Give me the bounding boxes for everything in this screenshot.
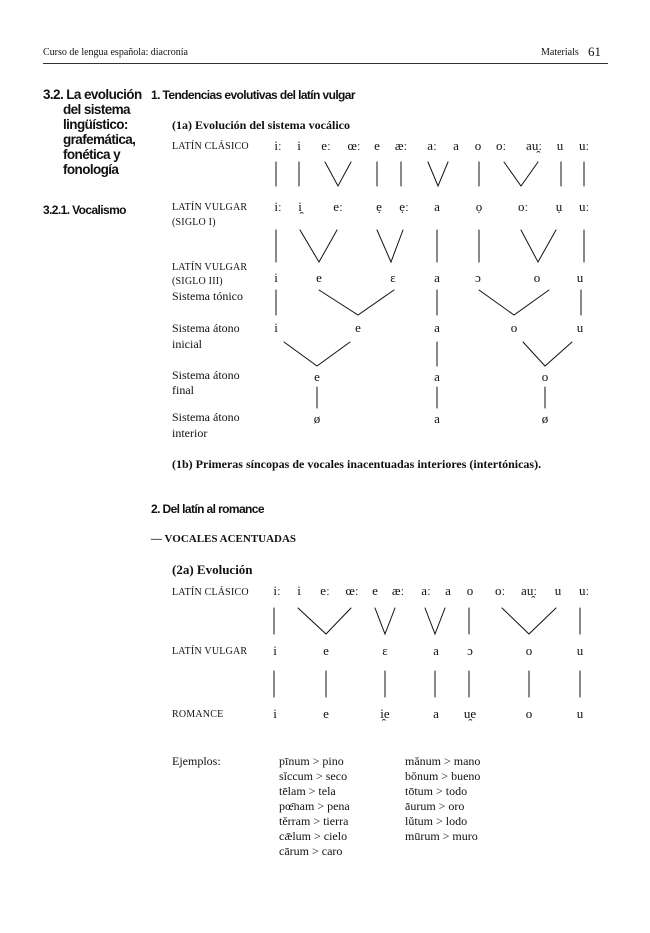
section-label: Materials bbox=[541, 47, 579, 58]
sidebar-heading-line-6: fonología bbox=[63, 162, 119, 177]
example-2-4: āurum > oro bbox=[405, 799, 465, 813]
vowel-lv3-2: e bbox=[316, 270, 322, 285]
vowel-ai-5: u bbox=[576, 320, 584, 335]
vowel-lc-5: e bbox=[374, 138, 380, 153]
vowel-lc-10: oː bbox=[495, 138, 507, 153]
sidebar-heading-line-5: fonética y bbox=[63, 147, 121, 162]
label-atono-final-1: Sistema átono bbox=[172, 368, 240, 382]
vowel-lv1-1: iː bbox=[274, 199, 282, 214]
vowel-lv1-2: i̯ bbox=[298, 199, 302, 214]
vowel-lc-8: a bbox=[453, 138, 459, 153]
example-1-1: pīnum > pino bbox=[279, 754, 344, 768]
running-title: Curso de lengua española: diacronía bbox=[43, 47, 188, 58]
vowel2-lc-9: o bbox=[466, 583, 474, 598]
example-1-4: pœ̄nam > pena bbox=[279, 799, 350, 813]
vowel-lc-6: æː bbox=[394, 138, 408, 153]
vowel-lv1-4: ẹ bbox=[376, 199, 382, 214]
vowel-lv1-5: ẹː bbox=[399, 199, 409, 214]
label-siglo-iii: (SIGLO III) bbox=[172, 276, 223, 287]
vowel2-lc-7: aː bbox=[421, 583, 431, 598]
section-2-title: 2. Del latín al romance bbox=[151, 502, 264, 516]
vowel-lv1-3: eː bbox=[333, 199, 343, 214]
vowel-lc-2: i bbox=[297, 138, 301, 153]
example-1-2: sĭccum > seco bbox=[279, 769, 348, 783]
vowel-lc-1: iː bbox=[274, 138, 282, 153]
vowel2-ro-5: u̯e bbox=[463, 706, 477, 721]
label-latin-vulgar-3: LATÍN VULGAR bbox=[172, 262, 248, 273]
vowel-lc-12: u bbox=[556, 138, 564, 153]
subtitle-1a: (1a) Evolución del sistema vocálico bbox=[172, 118, 350, 132]
label-atono-interior-1: Sistema átono bbox=[172, 410, 240, 424]
vowel-ai-3: a bbox=[434, 320, 440, 335]
vowel-ai-1: i bbox=[274, 320, 278, 335]
vowel2-lc-10: oː bbox=[494, 583, 506, 598]
vowel2-lc-11: au̯ː bbox=[521, 583, 537, 598]
example-1-5: tĕrram > tierra bbox=[279, 814, 349, 828]
vowel-lv1-6: a bbox=[434, 199, 440, 214]
page-number: 61 bbox=[588, 44, 601, 59]
vowel2-lc-5: e bbox=[372, 583, 378, 598]
vowel2-lc-13: uː bbox=[578, 583, 590, 598]
vowel2-ro-1: i bbox=[273, 706, 277, 721]
vowel2-lc-12: u bbox=[554, 583, 562, 598]
header-rule bbox=[43, 63, 608, 64]
example-2-2: bŏnum > bueno bbox=[405, 769, 481, 783]
vowel2-lc-6: æː bbox=[391, 583, 405, 598]
label-atono-interior-2: interior bbox=[172, 426, 208, 440]
example-1-3: tēlam > tela bbox=[279, 784, 336, 798]
vowel-lv3-6: o bbox=[533, 270, 541, 285]
vowel2-ro-2: e bbox=[323, 706, 329, 721]
vowel-lv1-8: oː bbox=[517, 199, 529, 214]
vowel-af-2: a bbox=[434, 369, 440, 384]
vowel-lc-7: aː bbox=[427, 138, 437, 153]
vowel2-ro-3: i̯e bbox=[380, 706, 390, 721]
sidebar-subheading: 3.2.1. Vocalismo bbox=[43, 203, 126, 217]
vowel2-lv-5: ɔ bbox=[467, 643, 473, 658]
example-2-6: mūrum > muro bbox=[405, 829, 478, 843]
vowel-ai-4: o bbox=[510, 320, 518, 335]
vowel2-ro-4: a bbox=[433, 706, 439, 721]
example-1-6: cǣlum > cielo bbox=[279, 829, 348, 843]
vowel2-lc-1: iː bbox=[273, 583, 281, 598]
subtitle-1b: (1b) Primeras síncopas de vocales inacentuadas interiores (intertónicas). bbox=[172, 457, 542, 471]
vowel-af-3: o bbox=[541, 369, 549, 384]
vowel-lv1-7: ọ bbox=[475, 199, 483, 214]
vowel2-lc-2: i bbox=[297, 583, 301, 598]
vowel2-lv-2: e bbox=[323, 643, 329, 658]
vowel-lv3-3: ɛ bbox=[390, 270, 396, 285]
vowel2-lv-6: o bbox=[525, 643, 533, 658]
label-sistema-tonico: Sistema tónico bbox=[172, 289, 243, 303]
vowel2-lc-3: eː bbox=[320, 583, 330, 598]
example-2-5: lŭtum > lodo bbox=[405, 814, 468, 828]
example-2-1: mănum > mano bbox=[405, 754, 481, 768]
sidebar-heading-line-2: del sistema bbox=[63, 102, 130, 117]
vowel2-ro-6: o bbox=[525, 706, 533, 721]
label-siglo-i: (SIGLO I) bbox=[172, 217, 216, 228]
vowel-lc-11: au̯ː bbox=[526, 138, 542, 153]
vowel2-lv-1: i bbox=[273, 643, 277, 658]
vowel2-lv-4: a bbox=[433, 643, 439, 658]
sidebar-heading-line-4: grafemática, bbox=[63, 132, 136, 147]
vowel-ain-2: a bbox=[434, 411, 440, 426]
vowel-lc-3: eː bbox=[321, 138, 331, 153]
section-1-title: 1. Tendencias evolutivas del latín vulgar bbox=[151, 88, 355, 102]
vowel2-lc-8: a bbox=[445, 583, 451, 598]
vowel-lv3-7: u bbox=[576, 270, 584, 285]
vowel2-lv-3: ɛ bbox=[382, 643, 388, 658]
vowel-lc-9: o bbox=[474, 138, 482, 153]
label-atono-inicial-1: Sistema átono bbox=[172, 321, 240, 335]
vowel-lv1-10: uː bbox=[578, 199, 590, 214]
vowel-ain-3: ø bbox=[541, 411, 549, 426]
subtitle-2a: (2a) Evolución bbox=[172, 562, 253, 577]
label-atono-inicial-2: inicial bbox=[172, 337, 202, 351]
example-1-7: cārum > caro bbox=[279, 844, 343, 858]
label-latin-clasico: LATÍN CLÁSICO bbox=[172, 141, 249, 152]
vowel-af-1: e bbox=[314, 369, 320, 384]
label-latin-vulgar-1: LATÍN VULGAR bbox=[172, 202, 248, 213]
sidebar-heading-line-1: 3.2. La evolución bbox=[43, 87, 142, 102]
sidebar-heading-line-3: lingüístico: bbox=[63, 117, 128, 132]
vowel-lv3-1: i bbox=[274, 270, 278, 285]
vowel-ain-1: ø bbox=[313, 411, 321, 426]
examples-label: Ejemplos: bbox=[172, 754, 221, 768]
vowel-lv3-4: a bbox=[434, 270, 440, 285]
vowel2-lc-4: œː bbox=[345, 583, 359, 598]
example-2-3: tōtum > todo bbox=[405, 784, 468, 798]
vowel2-ro-7: u bbox=[576, 706, 584, 721]
vowel-lv1-9: ụ bbox=[555, 199, 563, 214]
vowel-lc-13: uː bbox=[578, 138, 590, 153]
vowel2-lv-7: u bbox=[576, 643, 584, 658]
vowel-lc-4: œː bbox=[347, 138, 361, 153]
vowel-ai-2: e bbox=[355, 320, 361, 335]
label-2-latin-vulgar: LATÍN VULGAR bbox=[172, 646, 248, 657]
vowel-lv3-5: ɔ bbox=[475, 270, 481, 285]
label-atono-final-2: final bbox=[172, 383, 194, 397]
dash-heading: — VOCALES ACENTUADAS bbox=[151, 533, 297, 545]
label-2-latin-clasico: LATÍN CLÁSICO bbox=[172, 587, 249, 598]
label-2-romance: ROMANCE bbox=[172, 709, 224, 720]
